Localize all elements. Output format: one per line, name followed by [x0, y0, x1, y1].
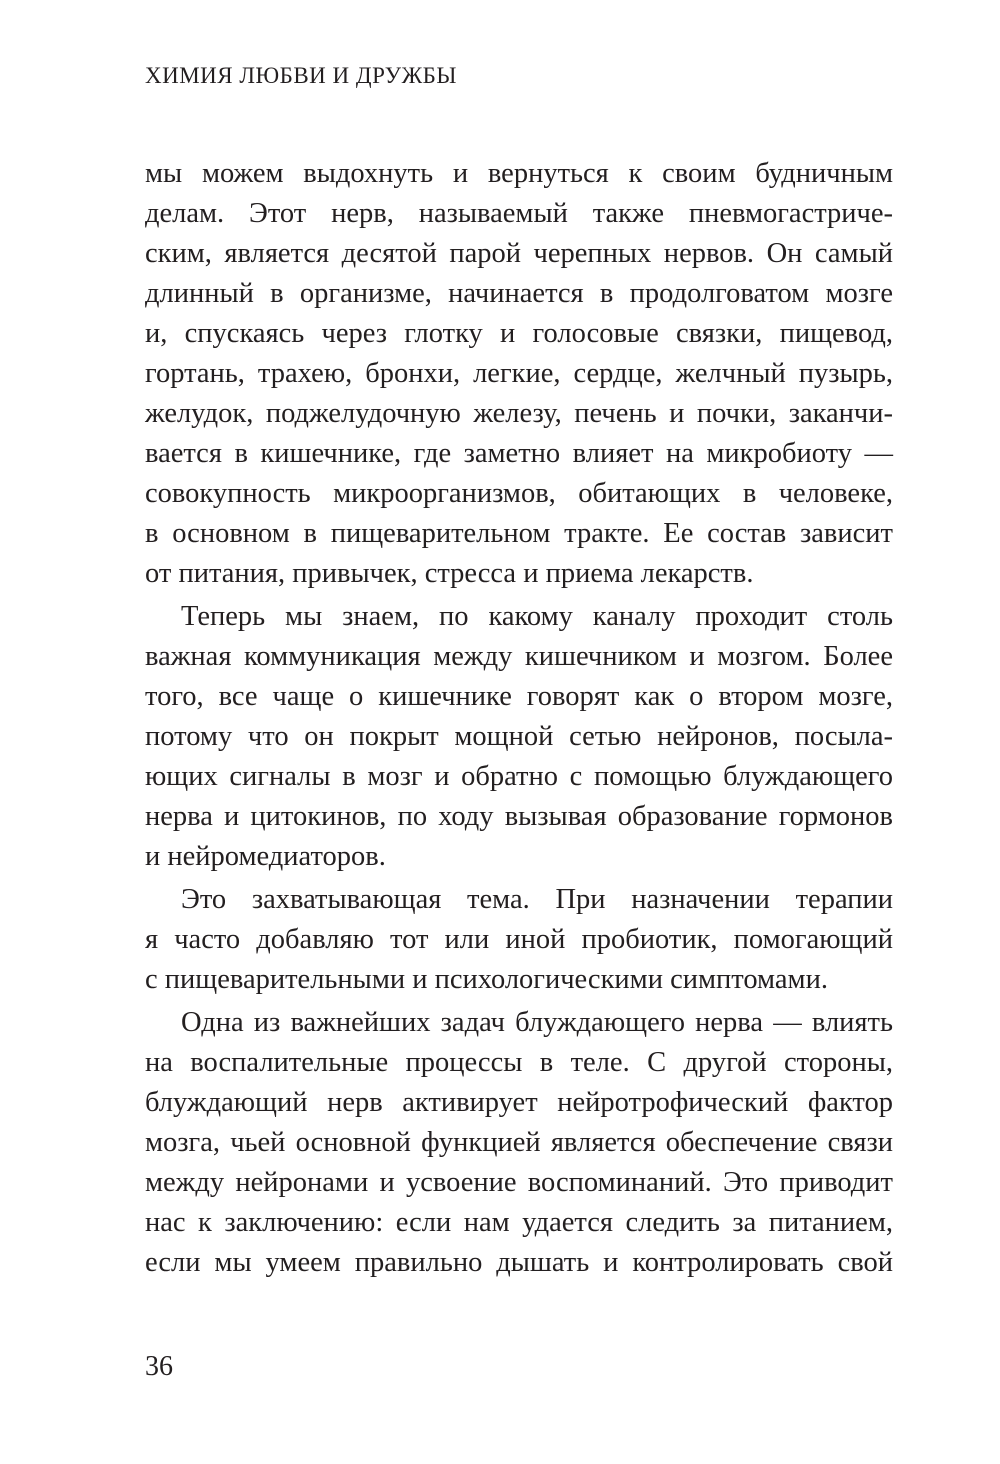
text-line: мозга, чьей основной функцией является обеспечение связи — [145, 1127, 893, 1158]
text-line: на воспалительные процессы в теле. С другой стороны, — [145, 1047, 893, 1078]
text-line: мы можем выдохнуть и вернуться к своим будничным — [145, 158, 893, 189]
text-line: блуждающий нерв активирует нейротрофический фактор — [145, 1087, 893, 1118]
text-line: длинный в организме, начинается в продолговатом мозге — [145, 278, 893, 309]
page-number: 36 — [145, 1351, 173, 1382]
text-line: потому что он покрыт мощной сетью нейронов, посыла- — [145, 721, 893, 752]
text-line: и, спускаясь через глотку и голосовые связки, пищевод, — [145, 318, 893, 349]
text-line: между нейронами и усвоение воспоминаний. Это приводит — [145, 1167, 893, 1198]
text-line: того, все чаще о кишечнике говорят как о втором мозге, — [145, 681, 893, 712]
text-line: вается в кишечнике, где заметно влияет на микробиоту — — [145, 438, 893, 469]
text-line: нерва и цитокинов, по ходу вызывая образование гормонов — [145, 801, 893, 832]
text-line: если мы умеем правильно дышать и контролировать свой — [145, 1247, 893, 1278]
text-line: с пищеварительными и психологическими симптомами. — [145, 964, 828, 995]
text-line: Теперь мы знаем, по какому каналу проходит столь — [181, 601, 893, 632]
text-line: от питания, привычек, стресса и приема лекарств. — [145, 558, 754, 589]
text-line: делам. Этот нерв, называемый также пневмогастриче- — [145, 198, 893, 229]
text-line: в основном в пищеварительном тракте. Ее состав зависит — [145, 518, 893, 549]
text-line: ющих сигналы в мозг и обратно с помощью блуждающего — [145, 761, 893, 792]
text-line: ским, является десятой парой черепных нервов. Он самый — [145, 238, 893, 269]
text-line: нас к заключению: если нам удается следить за питанием, — [145, 1207, 893, 1238]
text-line: Это захватывающая тема. При назначении терапии — [181, 884, 893, 915]
text-line: желудок, поджелудочную железу, печень и почки, заканчи- — [145, 398, 893, 429]
text-line: я часто добавляю тот или иной пробиотик, помогающий — [145, 924, 893, 955]
text-line: и нейромедиаторов. — [145, 841, 386, 872]
running-head: ХИМИЯ ЛЮБВИ И ДРУЖБЫ — [145, 63, 457, 88]
text-line: совокупность микроорганизмов, обитающих в человеке, — [145, 478, 893, 509]
text-line: Одна из важнейших задач блуждающего нерва — влиять — [181, 1007, 893, 1038]
text-line: важная коммуникация между кишечником и мозгом. Более — [145, 641, 893, 672]
text-line: гортань, трахею, бронхи, легкие, сердце, желчный пузырь, — [145, 358, 893, 389]
